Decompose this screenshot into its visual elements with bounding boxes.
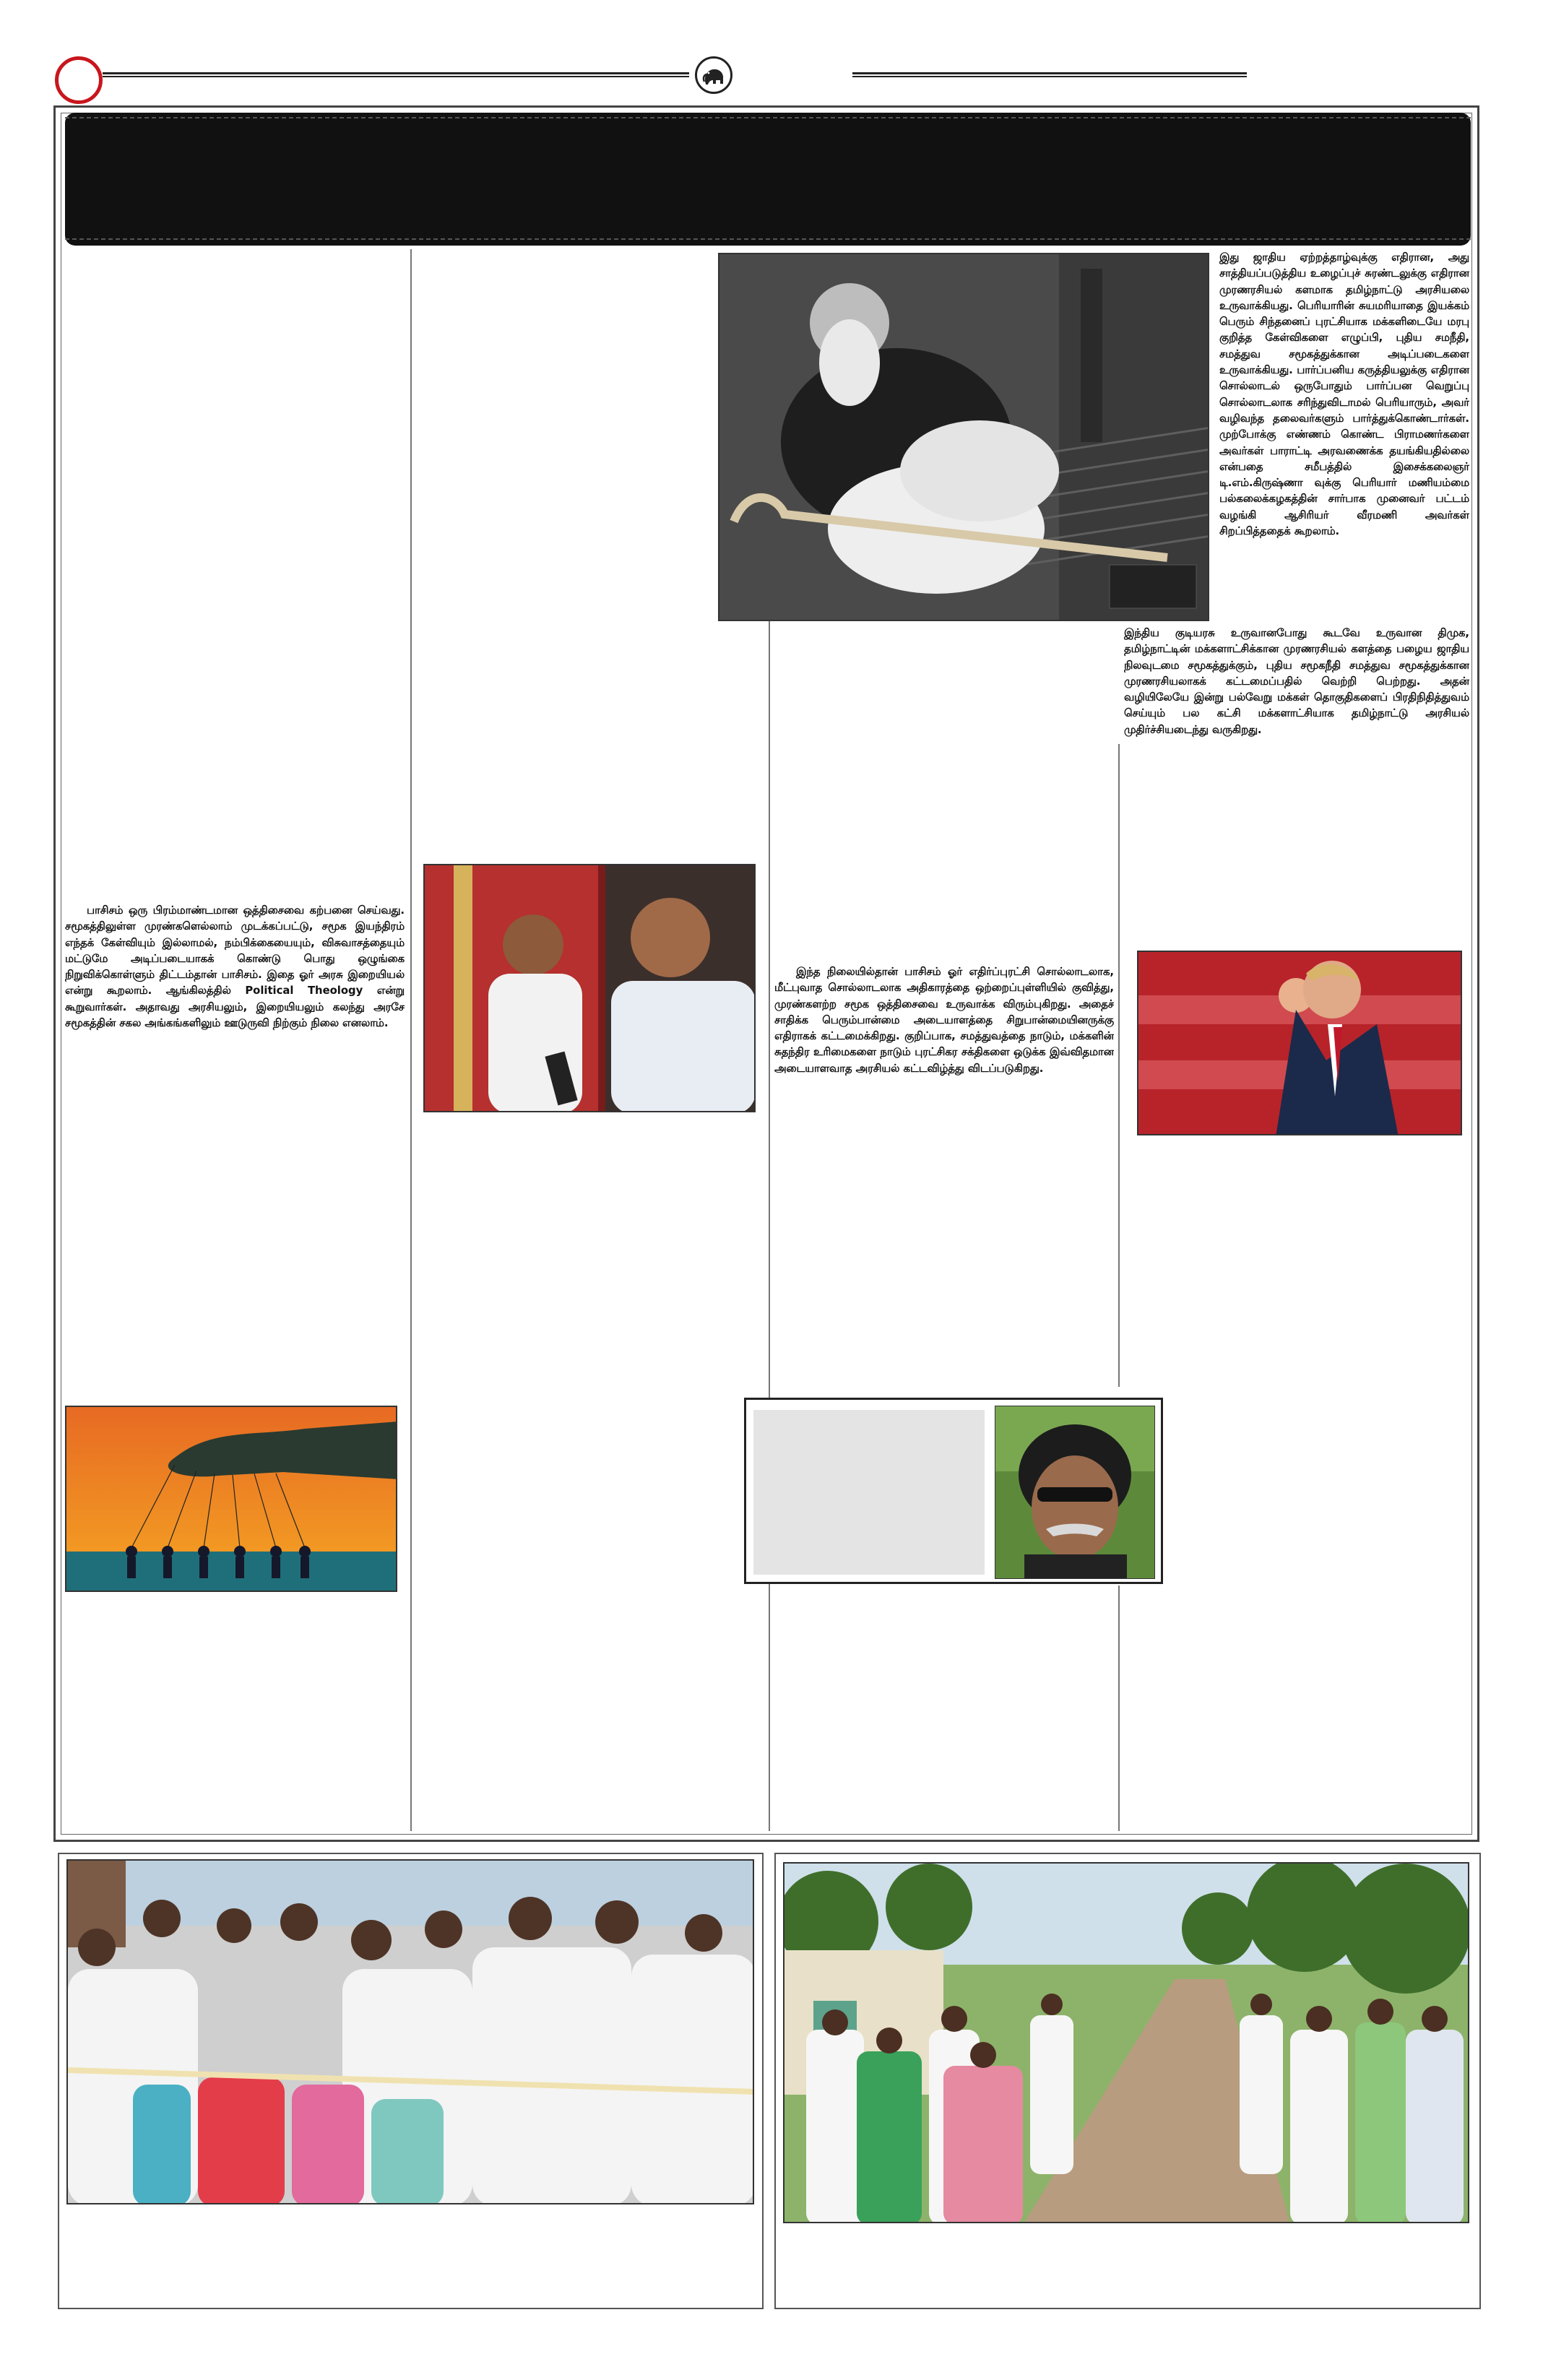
article-paragraph-col1: பாசிசம் ஒரு பிரம்மாண்டமான ஒத்திசைவை கற்பனை செய்வது. சமூகத்திலுள்ள முரண்களெல்லாம் முடக்கப்பட்டு, சமூக இயந்திரம் எந்தக் கேள்வியும் இல்லாமல், நம்பிக்கையையும், விசுவாசத்தையும் மட்டுமே அடிப்படையாகக் கொண்டு பொது ஒழுங்கை நிறுவிக்கொள்ளும் திட்டம்தான் பாசிசம். இதை ஓர் அரசு இறையியல் என்று கூறலாம். ஆங்கிலத்தில் Political Theology என்று கூறுவார்கள். அதாவது அரசியலும், இறையியலும் கலந்து அரசே சமூகத்தின் சகல அங்கங்களிலும் ஊடுருவி நிற்கும் நிலை எனலாம். [65,904,405,1030]
article-paragraph-col3: இந்த நிலையில்தான் பாசிசம் ஓர் எதிர்ப்புரட்சி சொல்லாடலாக, மீட்புவாத சொல்லாடலாக அதிகாரத்தை ஒற்றைப்புள்ளியில் குவித்து, முரண்களற்ற சமூக ஒத்திசைவை உருவாக்க விரும்புகிறது. அதைச் சாதிக்க பெரும்பான்மை அடையாளத்தை சிறுபான்மையினருக்கு எதிராகக் கட்டமைக்கிறது. குறிப்பாக, சமத்துவத்தை நாடும், மக்களின் சுதந்திர உரிமைகளை நாடும் புரட்சிகர சக்திகளை ஒடுக்க இவ்விதமான அடையாளவாத அரசியல் கட்டவிழ்த்து விடப்படுகிறது. [774,966,1114,1075]
column-divider-2 [769,621,770,1831]
column-divider-3b [1118,1585,1120,1831]
column-divider-3 [1118,744,1120,1387]
headline-banner [65,113,1471,246]
page-marker-icon [55,56,103,104]
author-portrait [995,1406,1155,1579]
elephant-emblem-icon [695,56,732,94]
puppet-hand-illustration [65,1406,397,1592]
trump-photo [1137,951,1462,1135]
article-paragraph-right-bottom: இந்திய குடியரசு உருவானபோது கூடவே உருவான திமுக, தமிழ்நாட்டின் மக்களாட்சிக்கான முரணரசியல் களத்தை பழைய ஜாதிய நிலவுடமை சமூகத்துக்கும், புதிய சமூகநீதி சமத்துவ சமூகத்துக்கான முரணரசியலாகக் கட்டமைப்பதில் வெற்றி பெற்றது. அதன் வழியிலேயே இன்று பல்வேறு மக்கள் தொகுதிகளைப் பிரதிநிதித்துவம் செய்யும் பல கட்சி மக்களாட்சியாக தமிழ்நாட்டு அரசியல் முதிர்ச்சியடைந்து வருகிறது. [1124,627,1469,736]
header-rule-left [103,72,689,77]
two-men-photo [423,864,756,1112]
author-box [744,1398,1163,1584]
road-inspection-photo [783,1862,1469,2223]
column-divider-1 [410,249,412,1831]
periyar-photo [718,253,1209,621]
header-rule-right [852,72,1247,77]
article-paragraph-right-top: இது ஜாதிய ஏற்றத்தாழ்வுக்கு எதிரான, அது சாத்தியப்படுத்திய உழைப்புச் சுரண்டலுக்கு எதிரான முரணரசியல் களமாக தமிழ்நாட்டு அரசியலை உருவாக்கியது. பெரியாரின் சுயமரியாதை இயக்கம் பெரும் சிந்தனைப் புரட்சியாக மக்களிடையே மரபு குறித்த கேள்விகளை எழுப்பி, புதிய சமநீதி, சமத்துவ சமூகத்துக்கான அடிப்படைகளை உருவாக்கியது. பார்ப்பனிய கருத்தியலுக்கு எதிரான சொல்லாடல் ஒருபோதும் பார்ப்பன வெறுப்பு சொல்லாடலாக சரிந்துவிடாமல் பெரியாரும், அவர் வழிவந்த தலைவர்களும் பார்த்துக்கொண்டார்கள். முற்போக்கு எண்ணம் கொண்ட பிராமணர்களை அவர்கள் பாராட்டி அரவணைக்க தயங்கியதில்லை என்பதை சமீபத்தில் இசைக்கலைஞர் டி.எம்.கிருஷ்ணா வுக்கு பெரியார் மணியம்மை பல்கலைக்கழகத்தின் சார்பாக முனைவர் பட்டம் வழங்கி ஆசிரியர் வீரமணி அவர்கள் சிறப்பித்ததைக் கூறலாம். [1219,251,1469,538]
ribbon-cutting-photo [66,1859,754,2204]
author-name-panel [753,1410,985,1575]
